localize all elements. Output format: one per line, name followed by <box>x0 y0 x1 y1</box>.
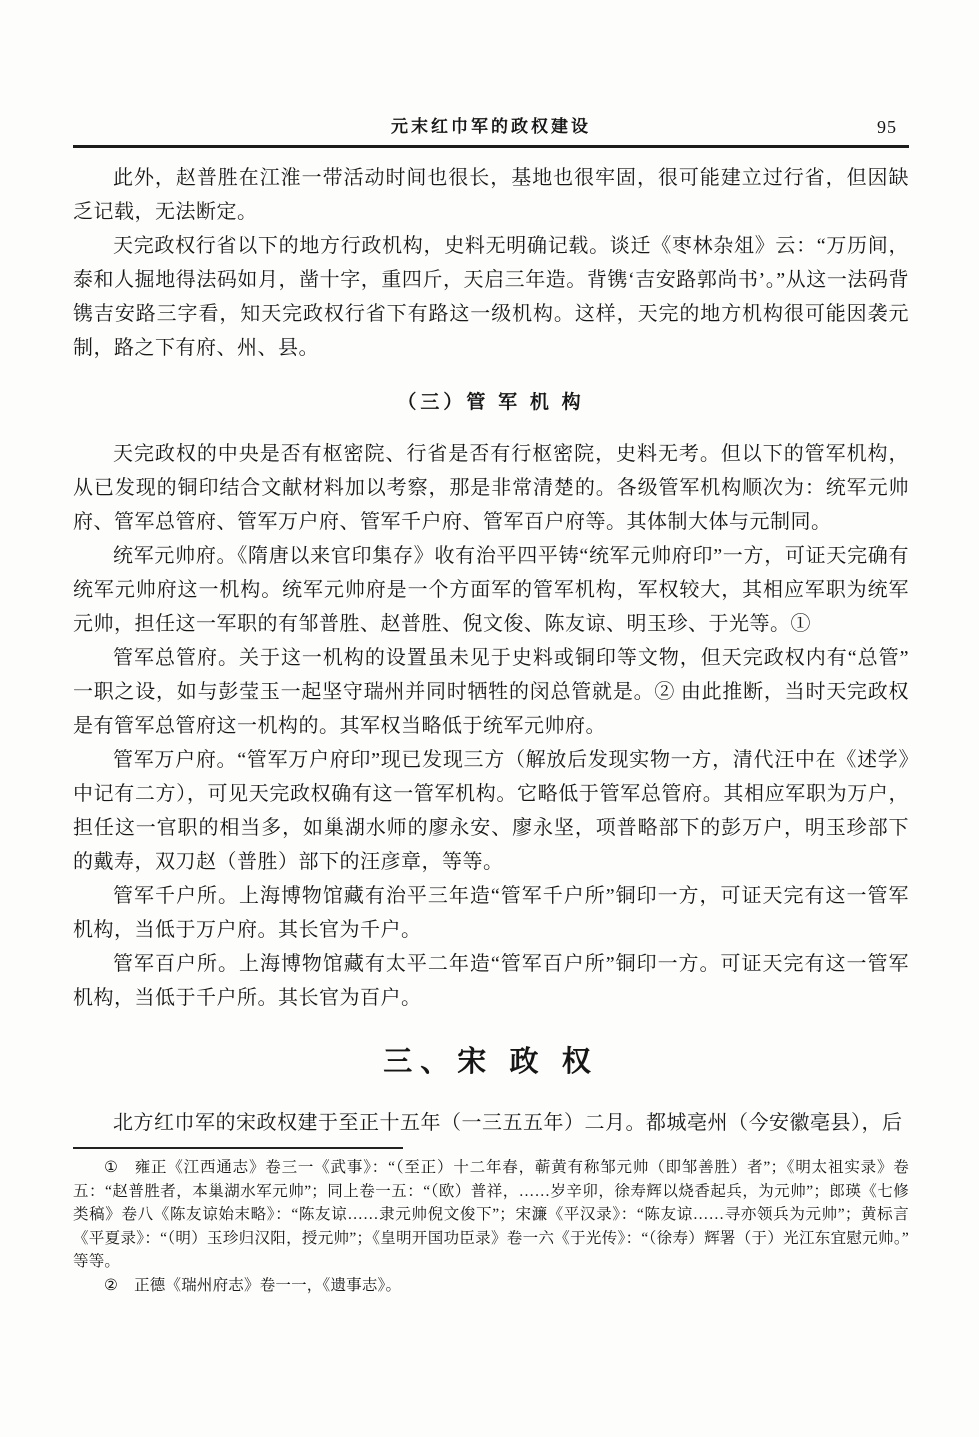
paragraph: 统军元帅府。《隋唐以来官印集存》收有治平四平铸“统军元帅府印”一方，可证天完确有统军元帅府这一机构。统军元帅府是一个方面军的管军机构，军权较大，其相应军职为统军元帅，担任这一军职的有邹普胜、赵普胜、倪文俊、陈友谅、明玉珍、于光等。① <box>73 545 909 635</box>
page-content <box>73 112 909 1297</box>
footnote-separator-rule <box>73 1147 403 1149</box>
running-header <box>73 112 909 142</box>
footnote-2-text: 正德《瑞州府志》卷一一，《遗事志》。 <box>134 1276 402 1294</box>
footnote-1-marker: ① <box>104 1159 119 1176</box>
page-number: 95 <box>877 117 897 137</box>
paragraph: 管军千户所。上海博物馆藏有治平三年造“管军千户所”铜印一方，可证天完有这一管军机构，当低于万户府。其长官为千户。 <box>73 885 909 941</box>
footnote-1-text: 雍正《江西通志》卷三一《武事》：“（至正）十二年春，蕲黄有称邹元帅（即邹善胜）者”；《明太祖实录》卷五：“赵普胜者，本巢湖水军元帅”；同上卷一五：“（欧）普祥，……岁辛卯，徐寿辉以烧香起兵，为元帅”；郎瑛《七修类稿》卷八《陈友谅始末略》：“陈友谅……隶元帅倪文俊下”；宋濂《平汉录》：“陈友谅……寻亦领兵为元帅”；黄标言《平夏录》：“（明）玉珍归汉阳，授元帅”；《皇明开国功臣录》卷一六《于光传》：“（徐寿）辉署（于）光江东宜慰元帅。”等等。 <box>73 1159 909 1270</box>
paragraph: 管军百户所。上海博物馆藏有太平二年造“管军百户所”铜印一方。可证天完有这一管军机构，当低于千户所。其长官为百户。 <box>73 953 909 1009</box>
paragraph: 管军总管府。关于这一机构的设置虽未见于史料或铜印等文物，但天完政权内有“总管”一职之设，如与彭莹玉一起坚守瑞州并同时牺牲的闵总管就是。② 由此推断，当时天完政权是有管军总管府这一机构的。其军权当略低于统军元帅府。 <box>73 647 909 737</box>
footnote-1 <box>73 1156 909 1274</box>
paragraph: 天完政权的中央是否有枢密院、行省是否有行枢密院，史料无考。但以下的管军机构，从已发现的铜印结合文献材料加以考察，那是非常清楚的。各级管军机构顺次为：统军元帅府、管军总管府、管军万户府、管军千户府、管军百户府等。其体制大体与元制同。 <box>73 443 909 533</box>
footnote-2 <box>73 1274 909 1298</box>
section-heading-guanjun-jigou: （三）管 军 机 构 <box>397 392 585 413</box>
footnotes-section <box>73 1147 909 1297</box>
paragraph: 北方红巾军的宋政权建于至正十五年（一三五五年）二月。都城亳州（今安徽亳县），后 <box>113 1112 903 1134</box>
footnote-2-marker: ② <box>104 1276 119 1294</box>
body-text <box>73 161 909 1140</box>
chapter-running-title: 元末红巾军的政权建设 <box>391 117 591 136</box>
paragraph: 此外，赵普胜在江淮一带活动时间也很长，基地也很牢固，很可能建立过行省，但因缺乏记载，无法断定。 <box>73 167 909 223</box>
chapter-heading-song-zhengquan: 三、宋 政 权 <box>383 1046 599 1078</box>
paragraph: 管军万户府。“管军万户府印”现已发现三方（解放后发现实物一方，清代汪中在《述学》中记有二方），可见天完政权确有这一管军机构。它略低于管军总管府。其相应军职为万户，担任这一官职的相当多，如巢湖水师的廖永安、廖永坚，项普略部下的彭万户，明玉珍部下的戴寿，双刀赵（普胜）部下的汪彦章，等等。 <box>73 749 909 873</box>
header-rule <box>73 145 909 148</box>
paragraph: 天完政权行省以下的地方行政机构，史料无明确记载。谈迁《枣林杂俎》云：“万历间，泰和人掘地得法码如月，凿十字，重四斤，天启三年造。背镌‘吉安路郭尚书’。”从这一法码背镌吉安路三字看，知天完政权行省下有路这一级机构。这样，天完的地方机构很可能因袭元制，路之下有府、州、县。 <box>73 235 909 359</box>
